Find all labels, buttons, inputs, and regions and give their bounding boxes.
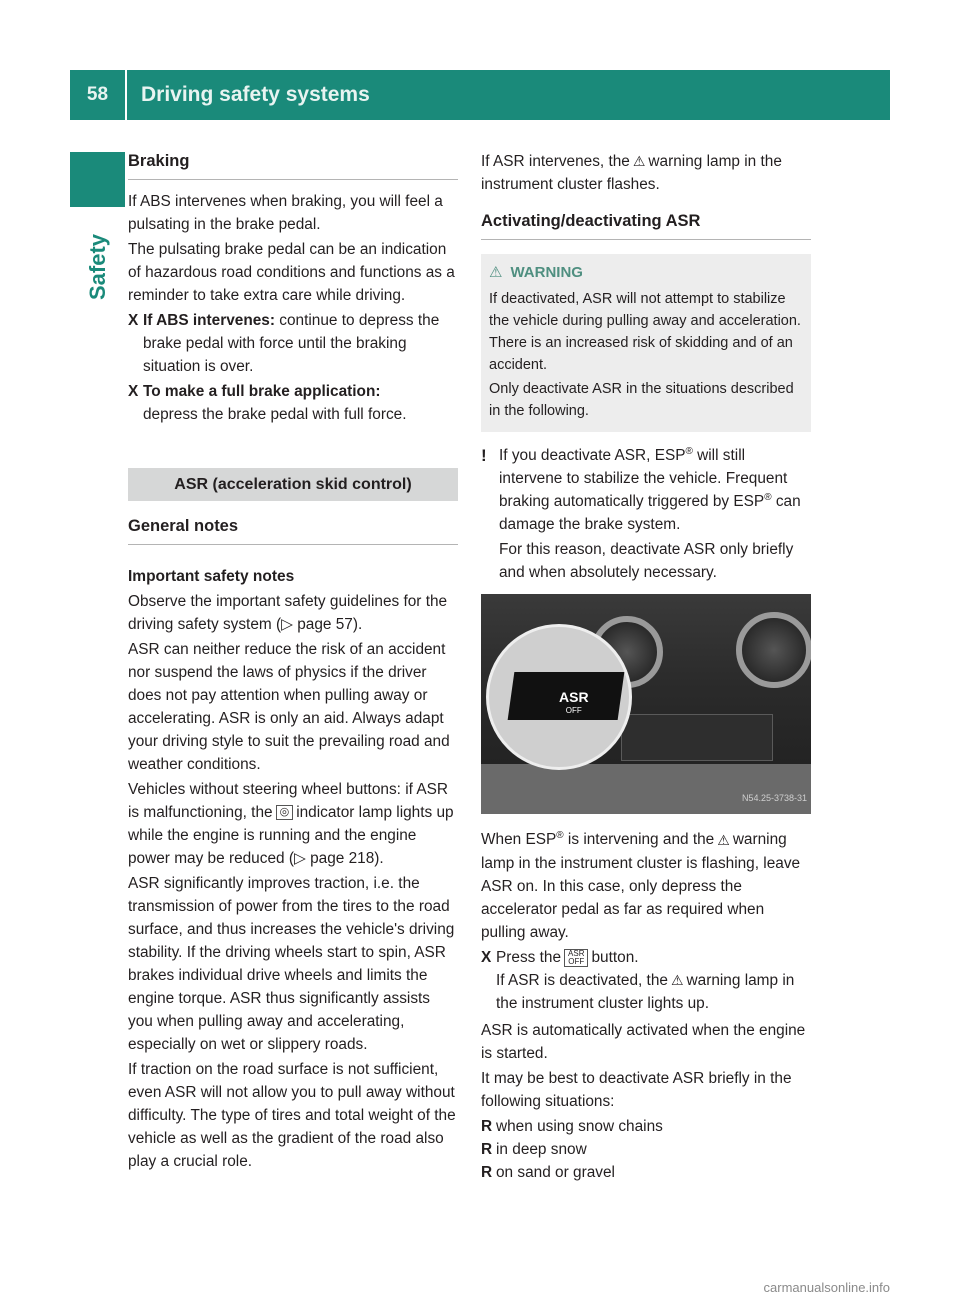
vehicles-paragraph: Vehicles without steering wheel buttons: if ASR is malfunctioning, the ◎ indicator lamp lights up while the engine is running and the engine power may be reduced (▷ page 218). (128, 781, 454, 867)
step-abs-intervenes: X If ABS intervenes: continue to depress the brake pedal with force until the braking situation is over. (128, 309, 458, 378)
warning-paragraph-2: Only deactivate ASR in the situations described in the following. (489, 381, 794, 420)
list-item: R in deep snow (481, 1138, 811, 1161)
asr-off-button-label: ASR OFF (559, 689, 589, 716)
exclamation-icon: ! (481, 446, 487, 466)
general-notes-heading: General notes (128, 515, 458, 545)
list-item: R when using snow chains (481, 1115, 811, 1138)
photo-code: N54.25-3738-31 (741, 793, 807, 804)
asr-section-heading: ASR (acceleration skid control) (128, 468, 458, 501)
neither-paragraph: ASR can neither reduce the risk of an accident nor suspend the laws of physics if the driver does not pay attention when pulling away or accelerating. ASR is only an aid. Always adapt your driving style to suit the prevailing road and weather conditions. (128, 641, 450, 773)
traction-paragraph: If traction on the road surface is not sufficient, even ASR will not allow you to pull away without difficulty. The type of tires and total weight of the vehicle as well as the gradient of the road also play a crucial role. (128, 1061, 456, 1170)
gauge-icon (736, 612, 811, 688)
auto-paragraph: ASR is automatically activated when the engine is started. (481, 1022, 806, 1063)
warning-lamp-icon: ⚠ (717, 831, 730, 848)
note-paragraph-2: For this reason, deactivate ASR only briefly and when absolutely necessary. (499, 541, 794, 582)
side-tab-marker (70, 152, 125, 207)
watermark: carmanualsonline.info (763, 1280, 890, 1295)
side-tab-label: Safety (84, 233, 110, 301)
warning-box (481, 254, 811, 432)
intervenes-paragraph: If ASR intervenes, the ⚠ warning lamp in the instrument cluster flashes. (481, 150, 811, 196)
dashboard-photo (481, 594, 811, 814)
best-paragraph: It may be best to deactivate ASR briefly in the following situations: (481, 1070, 792, 1111)
improves-paragraph: ASR significantly improves traction, i.e. the transmission of power from the tires to the road surface, and thus increases the vehicle's driving stability. If the driving wheels start to spin, ASR brakes individual drive wheels and limits the engine torque. ASR thus significantly assists you when pulling away and accelerating, especially on wet or slippery roads. (128, 875, 455, 1053)
magnifier-circle (486, 624, 632, 770)
step-marker-icon: X (128, 312, 139, 329)
switch-strip (621, 714, 773, 761)
activating-heading: Activating/deactivating ASR (481, 210, 811, 240)
list-item: R on sand or gravel (481, 1161, 811, 1184)
warning-triangle-icon: ⚠ (489, 264, 503, 282)
step-marker-icon: X (128, 383, 139, 400)
note-block: ! If you deactivate ASR, ESP® will still intervene to stabilize the vehicle. Frequent braking automatically triggered by ESP® can damage the brake system. For this reason, deactivate ASR only briefly and when absolutely necessary. (481, 444, 811, 584)
braking-paragraph-1: If ABS intervenes when braking, you will feel a pulsating in the brake pedal. (128, 193, 443, 233)
when-esp-paragraph: When ESP® is intervening and the ⚠ warning lamp in the instrument cluster is flashing, leave ASR on. In this case, only depress the accelerator pedal as far as required when pulling away. (481, 830, 801, 941)
warning-lamp-icon: ⚠ (632, 153, 646, 170)
bullet-icon: R (481, 1164, 493, 1182)
warning-paragraph-1: If deactivated, ASR will not attempt to stabilize the vehicle during pulling away and acceleration. There is an increased risk of skidding and of an accident. (489, 291, 801, 374)
step-press-button: X Press the ASR OFF button. If ASR is deactivated, the ⚠ warning lamp in the instrument cluster lights up. (481, 946, 811, 1015)
page-number: 58 (70, 70, 125, 120)
braking-paragraph-2: The pulsating brake pedal can be an indication of hazardous road conditions and functions as a reminder to take extra care while driving. (128, 241, 455, 304)
warning-title: ⚠ WARNING (489, 264, 583, 282)
asr-off-button-icon: ASR OFF (564, 949, 588, 967)
bullet-icon: R (481, 1141, 493, 1159)
section-title: Driving safety systems (127, 70, 890, 120)
right-column (481, 150, 811, 1184)
left-column (128, 150, 458, 1175)
step-marker-icon: X (481, 948, 492, 966)
bullet-icon: R (481, 1118, 493, 1136)
braking-heading: Braking (128, 150, 458, 180)
warning-lamp-icon: ⚠ (670, 972, 684, 989)
asr-indicator-icon: ◎ (276, 805, 294, 820)
observe-paragraph: Observe the important safety guidelines for the driving safety system (▷ page 57). (128, 593, 448, 633)
safety-notes-heading: Important safety notes (128, 568, 295, 585)
step-full-brake: X To make a full brake application: depress the brake pedal with full force. (128, 380, 458, 426)
